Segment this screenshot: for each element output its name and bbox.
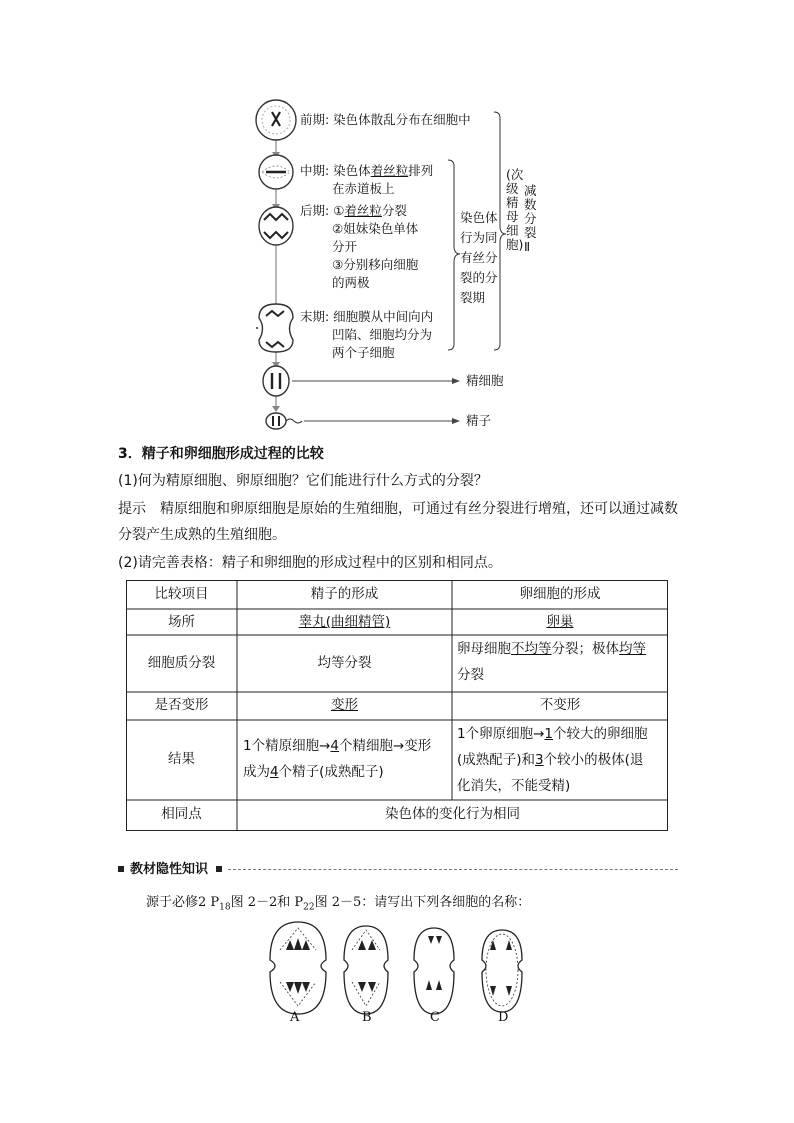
row-result-label: 结果: [168, 751, 195, 767]
table-header-item: 比较项目: [154, 586, 209, 602]
row-place-label: 场所: [168, 614, 195, 630]
cytokinesis-egg: 卵母细胞不均等分裂；极体均等 分裂: [457, 641, 646, 683]
row-same-label: 相同点: [161, 806, 202, 822]
sperm-cell-icon: [266, 413, 302, 429]
telophase-cell-icon: [256, 304, 293, 352]
square-bullet-icon: [216, 866, 222, 872]
cell-a-icon: [270, 922, 326, 1014]
cytokinesis-sperm: 均等分裂: [317, 655, 372, 671]
sperm-label: 精子: [466, 413, 492, 428]
anaphase-text-3: 分开: [332, 239, 358, 254]
section-3-title: 3．精子和卵细胞形成过程的比较: [118, 446, 324, 462]
anaphase-text: 后期: ①着丝粒分裂: [300, 203, 407, 218]
table-header-egg: 卵细胞的形成: [519, 586, 601, 602]
prophase-cell-icon: [256, 100, 296, 140]
metaphase-text-2: 在赤道板上: [332, 181, 395, 196]
telophase-text-3: 两个子细胞: [332, 345, 395, 360]
question-2: (2)请完善表格：精子和卵细胞的形成过程中的区别和相同点。: [118, 555, 502, 571]
morph-egg: 不变形: [539, 697, 581, 713]
cell-c-icon: [414, 928, 454, 1014]
question-1: (1)何为精原细胞、卵原细胞？它们能进行什么方式的分裂？: [118, 473, 488, 489]
hint-paragraph: 提示 精原细胞和卵原细胞是原始的生殖细胞，可通过有丝分裂进行增殖，还可以通过减数 分裂产生成熟的生殖细胞。: [118, 501, 678, 543]
bracket-mid-label: 染色体 行为同 有丝分 裂的分 裂期: [460, 210, 498, 305]
prophase-text: 前期: 染色体散乱分布在细胞中: [300, 112, 471, 127]
source-line: 源于必修2 $P_{18}$图 2－2和 $P_{22}$图 2－5：请写出下列各细胞的名称：: [146, 895, 531, 913]
cell-label-d: D: [498, 1010, 509, 1025]
spermatid-label: 精细胞: [466, 373, 504, 388]
cell-label-a: A: [290, 1010, 300, 1025]
cell-d-icon: [482, 930, 522, 1012]
square-bullet-icon: [118, 866, 124, 872]
hint-label: 提示: [118, 501, 146, 517]
table-header-sperm: 精子的形成: [310, 586, 379, 602]
hidden-knowledge-header: [118, 860, 678, 882]
place-egg: 卵巢: [546, 614, 574, 630]
cell-b-icon: [344, 926, 388, 1014]
metaphase-cell-icon: [259, 155, 293, 189]
cell-label-b: B: [362, 1010, 372, 1025]
row-morph-label: 是否变形: [154, 697, 209, 713]
morph-sperm: 变形: [331, 697, 358, 713]
anaphase-text-5: 的两极: [332, 275, 370, 290]
divider-line: [228, 869, 678, 870]
result-egg: 1个卵原细胞→1个较大的卵细胞 (成熟配子)和3个较小的极体(退 化消失，不能受精): [457, 726, 648, 794]
cell-label-c: C: [430, 1010, 440, 1025]
telophase-text-2: 凹陷、细胞均分为: [332, 327, 433, 342]
place-sperm: 睾丸(曲细精管): [298, 614, 391, 630]
row-cytokinesis-label: 细胞质分裂: [147, 655, 216, 671]
anaphase-cell-icon: [259, 207, 293, 245]
secondary-spermatocyte-label: (次级精母细胞): [506, 167, 524, 252]
hidden-knowledge-title: 教材隐性知识: [130, 862, 209, 877]
meiosis-ii-label: 减数分裂Ⅱ: [524, 183, 537, 254]
anaphase-text-2: ②姐妹染色单体: [332, 221, 419, 236]
metaphase-text: 中期: 染色体着丝粒排列: [300, 163, 434, 178]
telophase-text: 末期: 细胞膜从中间向内: [300, 309, 434, 324]
result-sperm: 1个精原细胞→4个精细胞→变形 成为4个精子(成熟配子): [243, 738, 432, 780]
spermatid-cell-icon: [263, 366, 289, 396]
comparison-table: [126, 580, 668, 831]
same-value: 染色体的变化行为相同: [385, 806, 520, 822]
anaphase-text-4: ③分别移向细胞: [332, 257, 419, 272]
